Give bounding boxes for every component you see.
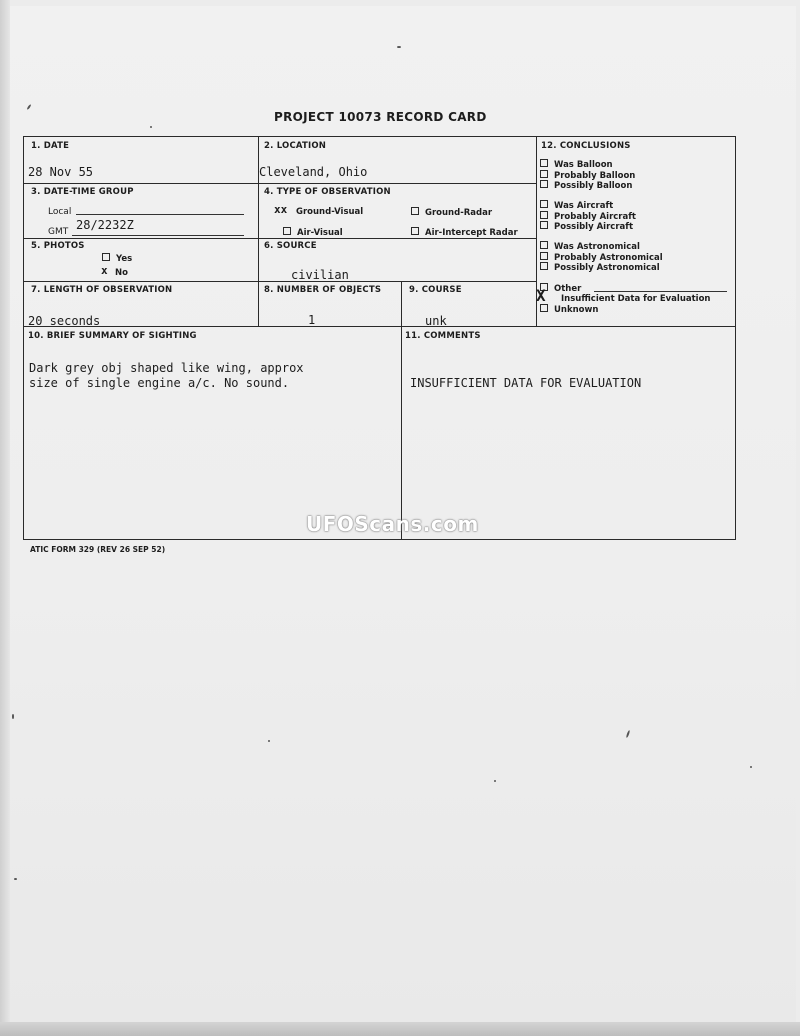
- location-label: 2. LOCATION: [264, 141, 327, 151]
- checkbox-icon: [540, 211, 548, 219]
- checkbox-icon: [540, 252, 548, 260]
- brief-summary-line-1: Dark grey obj shaped like wing, approx: [29, 361, 304, 375]
- card-title: PROJECT 10073 RECORD CARD: [274, 110, 487, 124]
- scan-speck: [750, 766, 752, 768]
- conclusion-text: Possibly Balloon: [554, 181, 633, 191]
- ground-radar-text: Ground-Radar: [425, 208, 493, 218]
- scan-speck: [12, 714, 14, 719]
- conclusion-possibly-astronomical[interactable]: [540, 262, 660, 273]
- conclusion-text: Unknown: [554, 305, 599, 315]
- checkbox-icon: [411, 227, 419, 235]
- conclusion-text: Was Astronomical: [554, 242, 640, 252]
- type-of-observation-label: 4. TYPE OF OBSERVATION: [264, 187, 391, 197]
- conclusion-text: Possibly Astronomical: [554, 263, 660, 273]
- row-divider: [23, 183, 536, 184]
- row-divider: [23, 326, 736, 327]
- ground-radar-option[interactable]: [411, 207, 492, 218]
- date-value: 28 Nov 55: [28, 165, 94, 179]
- comments-label: 11. COMMENTS: [405, 331, 481, 341]
- checkbox-icon: [540, 304, 548, 312]
- location-value: Cleveland, Ohio: [259, 165, 368, 179]
- conclusion-insufficient-data[interactable]: Insufficient Data for Evaluation: [561, 293, 711, 304]
- conclusion-text: Was Balloon: [554, 160, 613, 170]
- number-of-objects-label: 8. NUMBER OF OBJECTS: [264, 285, 382, 295]
- gmt-label: GMT: [48, 227, 69, 237]
- source-value: civilian: [291, 268, 349, 282]
- insufficient-data-check-mark: X: [536, 286, 546, 305]
- conclusion-text: Probably Aircraft: [554, 211, 636, 222]
- conclusion-unknown[interactable]: [540, 304, 598, 315]
- brief-summary-label: 10. BRIEF SUMMARY OF SIGHTING: [28, 331, 197, 341]
- gmt-line: [72, 235, 244, 236]
- checkbox-icon: [411, 207, 419, 215]
- source-label: 6. SOURCE: [264, 241, 317, 251]
- ground-visual-option: Ground-Visual: [296, 207, 364, 217]
- photos-yes-text: Yes: [116, 254, 133, 264]
- course-label: 9. COURSE: [409, 285, 462, 295]
- scan-speck: [397, 46, 401, 48]
- conclusion-text: Possibly Aircraft: [554, 222, 634, 232]
- conclusion-text: Probably Balloon: [554, 170, 636, 181]
- scan-speck: [14, 878, 17, 880]
- air-visual-text: Air-Visual: [297, 228, 343, 238]
- local-label: Local: [48, 207, 72, 217]
- length-of-observation-value: 20 seconds: [28, 314, 101, 328]
- checkbox-icon: [540, 262, 548, 270]
- checkbox-icon: [540, 180, 548, 188]
- photos-yes-option[interactable]: [102, 253, 132, 264]
- length-of-observation-label: 7. LENGTH OF OBSERVATION: [31, 285, 173, 295]
- conclusion-text: Other: [554, 284, 582, 294]
- checkbox-icon: [540, 159, 548, 167]
- air-intercept-radar-text: Air-Intercept Radar: [425, 228, 518, 238]
- brief-summary-line-2: size of single engine a/c. No sound.: [29, 376, 290, 390]
- photos-no-check-mark: x: [101, 264, 108, 277]
- air-visual-option[interactable]: [283, 227, 343, 238]
- photos-no-option: No: [115, 268, 128, 278]
- row-divider: [23, 281, 536, 282]
- conclusion-possibly-balloon[interactable]: [540, 180, 632, 191]
- air-intercept-radar-option[interactable]: [411, 227, 518, 238]
- checkbox-icon: [283, 227, 291, 235]
- number-of-objects-value: 1: [308, 313, 316, 327]
- checkbox-icon: [540, 170, 548, 178]
- column-divider: [401, 281, 402, 540]
- comments-value: INSUFFICIENT DATA FOR EVALUATION: [410, 376, 642, 390]
- watermark: UFOScans.com: [306, 512, 479, 536]
- scan-bottom-edge: [0, 1022, 800, 1036]
- checkbox-icon: [540, 200, 548, 208]
- checkbox-icon: [540, 221, 548, 229]
- gmt-value: 28/2232Z: [76, 218, 134, 232]
- other-line: [594, 291, 727, 292]
- row-divider: [23, 238, 536, 239]
- scan-speck: [150, 126, 152, 128]
- checkbox-icon: [540, 241, 548, 249]
- scan-left-edge: [0, 0, 10, 1036]
- conclusion-text: Probably Astronomical: [554, 252, 663, 263]
- local-line: [76, 214, 244, 215]
- checkbox-icon: [102, 253, 110, 261]
- ground-visual-check-mark: xx: [274, 203, 288, 216]
- conclusion-possibly-aircraft[interactable]: [540, 221, 633, 232]
- photos-label: 5. PHOTOS: [31, 241, 85, 251]
- course-value: unk: [425, 314, 447, 328]
- conclusions-label: 12. CONCLUSIONS: [541, 141, 631, 151]
- conclusion-text: Was Aircraft: [554, 201, 614, 211]
- scan-speck: [494, 780, 496, 782]
- form-number: ATIC FORM 329 (REV 26 SEP 52): [30, 545, 166, 554]
- scan-speck: [268, 740, 270, 742]
- date-label: 1. DATE: [31, 141, 70, 151]
- date-time-group-label: 3. DATE-TIME GROUP: [31, 187, 134, 197]
